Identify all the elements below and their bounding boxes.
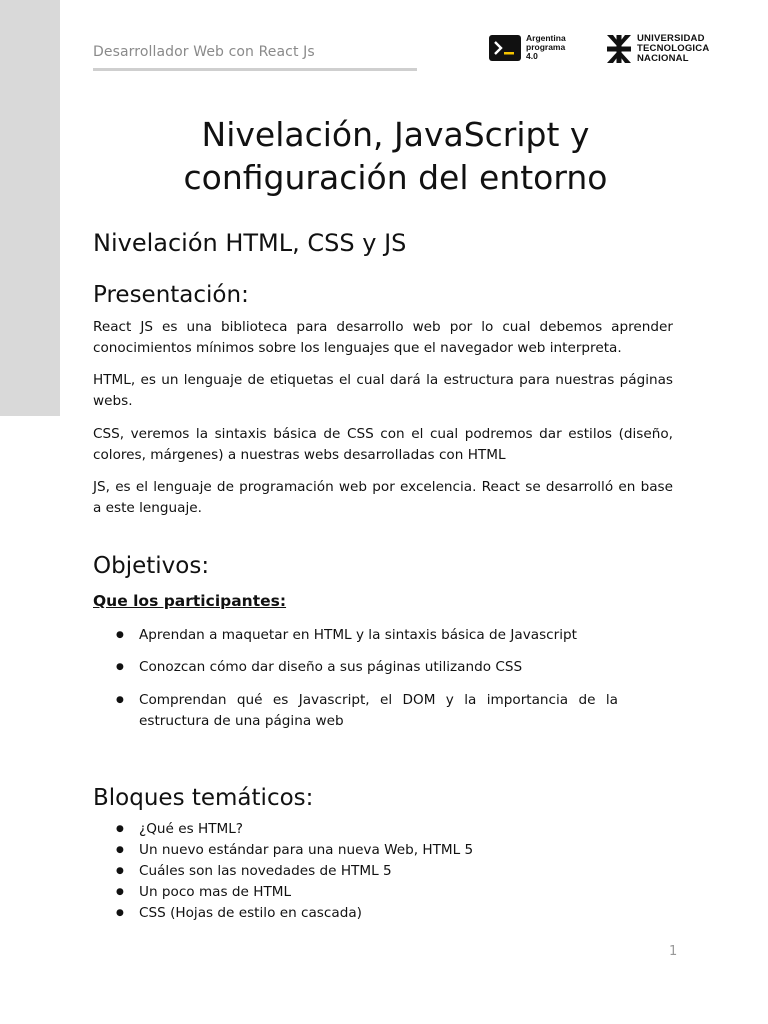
presentacion-heading: Presentación:: [93, 282, 249, 308]
list-item: ● Aprendan a maquetar en HTML y la sintaxis básica de Javascript: [116, 625, 618, 646]
list-item: ● ¿Qué es HTML?: [116, 819, 618, 840]
presentacion-paragraph-2: HTML, es un lenguaje de etiquetas el cual dará la estructura para nuestras páginas webs.: [93, 372, 673, 409]
list-item: ● Un poco mas de HTML: [116, 882, 618, 903]
side-bar: [0, 0, 60, 416]
logo-ap-line2: programa: [526, 42, 566, 52]
bloques-heading: Bloques temáticos:: [93, 785, 314, 811]
presentacion-paragraph-4: JS, es el lenguaje de programación web por excelencia. React se desarrolló en base a este lenguaje.: [93, 479, 673, 516]
document-title: [93, 113, 698, 199]
logo-utn-line2: TECNOLOGICA: [637, 43, 710, 54]
argentina-programa-logo: [489, 34, 566, 61]
bloques-list: [116, 819, 618, 924]
title-line-1: Nivelación, JavaScript y: [201, 115, 590, 154]
logo-ap-line3: 4.0: [526, 51, 538, 61]
title-line-2: configuración del entorno: [183, 158, 608, 197]
list-item: ● CSS (Hojas de estilo en cascada): [116, 903, 618, 924]
logo-ap-line1: Argentina: [526, 33, 566, 43]
logo-utn-line3: NACIONAL: [637, 53, 689, 64]
objetivos-subheading: Que los participantes:: [93, 592, 287, 610]
objetivos-list: [116, 625, 618, 732]
presentacion-paragraph-3: CSS, veremos la sintaxis básica de CSS con el cual podremos dar estilos (diseño, colores, márgenes) a nuestras webs desarrolladas con HTML: [93, 426, 673, 463]
utn-emblem-icon: [607, 35, 631, 63]
list-item: ● Un nuevo estándar para una nueva Web, HTML 5: [116, 840, 618, 861]
list-item: ● Comprendan qué es Javascript, el DOM y la importancia de la estructura de una página web: [116, 690, 618, 732]
objetivos-heading: Objetivos:: [93, 553, 210, 579]
course-header: Desarrollador Web con React Js: [93, 44, 315, 60]
terminal-prompt-icon: [489, 35, 521, 61]
presentacion-paragraph-1: React JS es una biblioteca para desarrollo web por lo cual debemos aprender conocimientos mínimos sobre los lenguajes que el navegador web interpreta.: [93, 319, 673, 356]
utn-logo: [607, 34, 709, 64]
logo-utn-line1: UNIVERSIDAD: [637, 33, 705, 44]
section-title: Nivelación HTML, CSS y JS: [93, 229, 407, 257]
list-item: ● Conozcan cómo dar diseño a sus páginas utilizando CSS: [116, 657, 618, 678]
header-divider: [93, 68, 417, 71]
page-number: 1: [669, 944, 678, 959]
list-item: ● Cuáles son las novedades de HTML 5: [116, 861, 618, 882]
